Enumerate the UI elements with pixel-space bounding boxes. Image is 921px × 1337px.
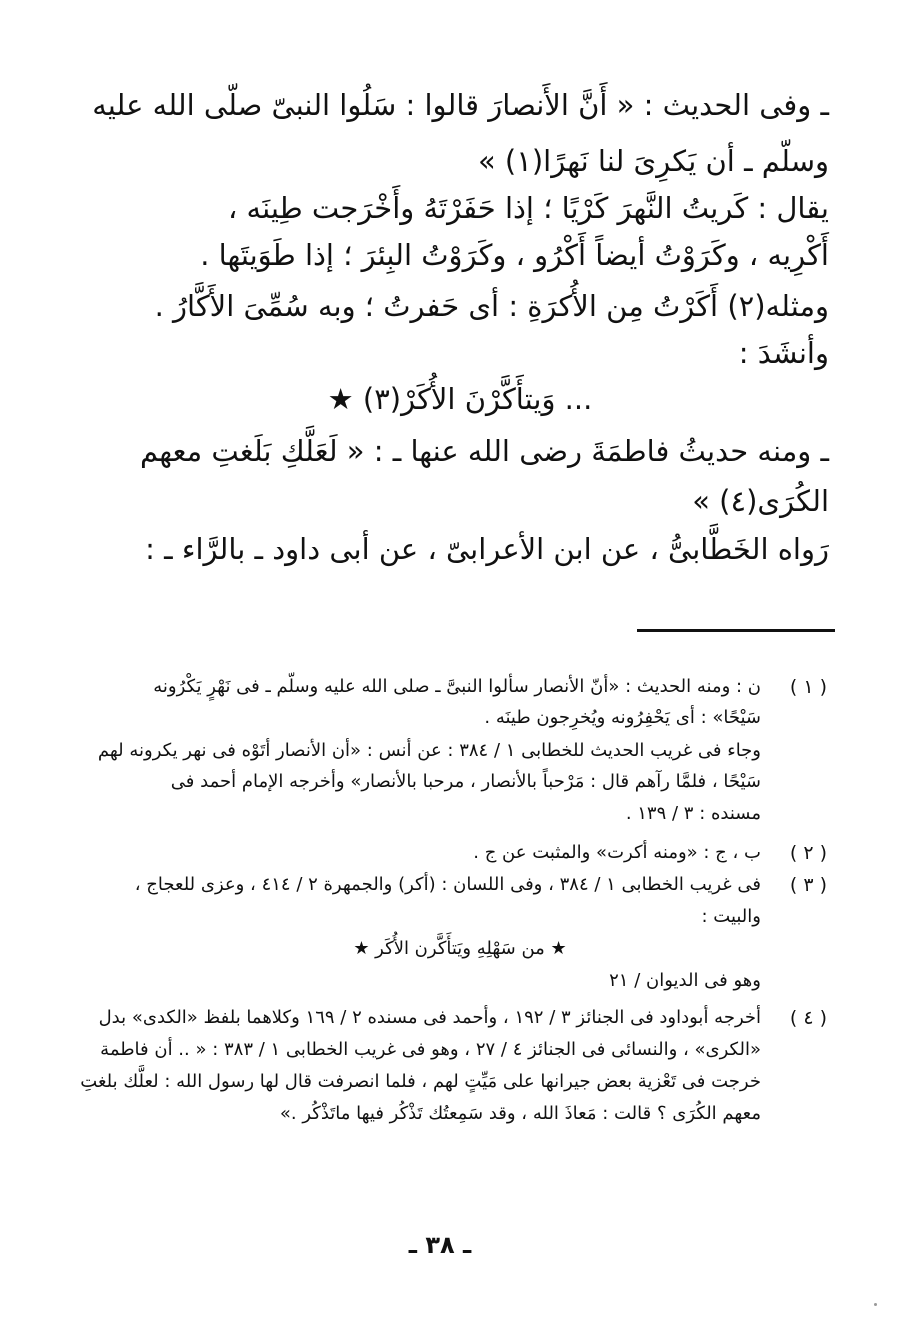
main-text-line: يقال : كَريتُ النَّهرَ كَرْيًا ؛ إذا حَفَرْتَهُ وأَخْرَجت طِينَه ،: [227, 191, 829, 225]
main-text-line: وسلّم ـ أن يَكرِىَ لنا نَهرًا(١) »: [477, 144, 829, 178]
footnote-line: وجاء فى غريب الحديث للخطابى ١ / ٣٨٤ : عن أنس : «أن الأنصار أتَوْه فى نهر يكرونه لهم: [97, 740, 761, 761]
footnote-line: ن : ومنه الحديث : «أنّ الأنصار سألوا النبىَّ ـ صلى الله عليه وسلّم ـ فى نَهْرٍ يَكْرُونه: [153, 676, 761, 697]
footnote-line: سَيْحًا ، فلمَّا رآهم قال : مَرْحباً بالأنصار ، مرحبا بالأنصار» وأخرجه الإمام أحمد فى: [170, 771, 761, 792]
footnote-line: «الكرى» ، والنسائى فى الجنائز ٤ / ٢٧ ، وهو فى غريب الخطابى ١ / ٣٨٣ : « .. أن فاطمة: [100, 1039, 761, 1060]
scan-speck: [874, 1303, 877, 1306]
main-text-line: ـ ومنه حديثُ فاطمَةَ رضى الله عنها ـ : « لَعَلَّكِ بَلَغتِ معهم: [139, 434, 829, 468]
verse-line: ... وَيتأَكَّرْنَ الأُكَرْ(٣) ★: [327, 382, 593, 416]
footnote-line: سَيْحًا» : أى يَحْفِرُونه ويُخرِجون طينَه .: [484, 707, 761, 728]
footnote-line: خرجت فى تَعْزية بعض جيرانها على مَيِّتٍ لهم ، فلما انصرفت قال لها رسول الله : لعلَّك بلغتِ: [80, 1071, 761, 1092]
main-text-line: أَكْرِيه ، وكَرَوْتُ أيضاً أَكْرُو ، وكَرَوْتُ البِئرَ ؛ إذا طَوَيتَها .: [200, 238, 829, 272]
footnote-line: معهم الكُرَى ؟ قالت : مَعاذَ الله ، وقد سَمِعتُك تَذْكُر فيها ماتَذْكُر .»: [279, 1103, 761, 1124]
main-text-line: ـ وفى الحديث : « أَنَّ الأَنصارَ قالوا : سَلُوا النبىّ صلّى الله عليه: [92, 88, 829, 122]
footnote-separator: [637, 629, 835, 632]
main-text-line: وأنشَدَ :: [738, 336, 829, 370]
footnote-line: والبيت :: [701, 906, 761, 927]
footnote-line: وهو فى الديوان / ٢١: [609, 970, 761, 991]
footnote-verse: ★ من سَهْلِهِ ويَتأَكَّرن الأُكَر ★: [353, 938, 567, 959]
footnote-line: ب ، ج : «ومنه أكرت» والمثبت عن ج .: [473, 842, 761, 863]
footnote-line: فى غريب الخطابى ١ / ٣٨٤ ، وفى اللسان : (أكر) والجمهرة ٢ / ٤١٤ ، وعزى للعجاج ،: [134, 874, 761, 895]
footnote-number: ( ٣ ): [789, 874, 827, 896]
page-number: ـ ٣٨ ـ: [408, 1231, 472, 1259]
footnote-line: مسنده : ٣ / ١٣٩ .: [625, 803, 761, 824]
footnote-number: ( ١ ): [789, 676, 827, 698]
footnote-line: أخرجه أبوداود فى الجنائز ٣ / ١٩٢ ، وأحمد فى مسنده ٢ / ١٦٩ وكلاهما بلفظ «الكدى» بدل: [98, 1007, 761, 1028]
footnote-number: ( ٤ ): [789, 1007, 827, 1029]
main-text-line: ومثله(٢) أَكَرْتُ مِن الأُكرَةِ : أى حَفرتُ ؛ وبه سُمِّىَ الأَكَّارُ .: [154, 289, 829, 323]
main-text-line: الكُرَى(٤) »: [692, 484, 829, 518]
footnote-number: ( ٢ ): [789, 842, 827, 864]
main-text-line: رَواه الخَطَّابىُّ ، عن ابن الأعرابىّ ، عن أبى داود ـ بالرَّاء ـ :: [145, 532, 829, 566]
